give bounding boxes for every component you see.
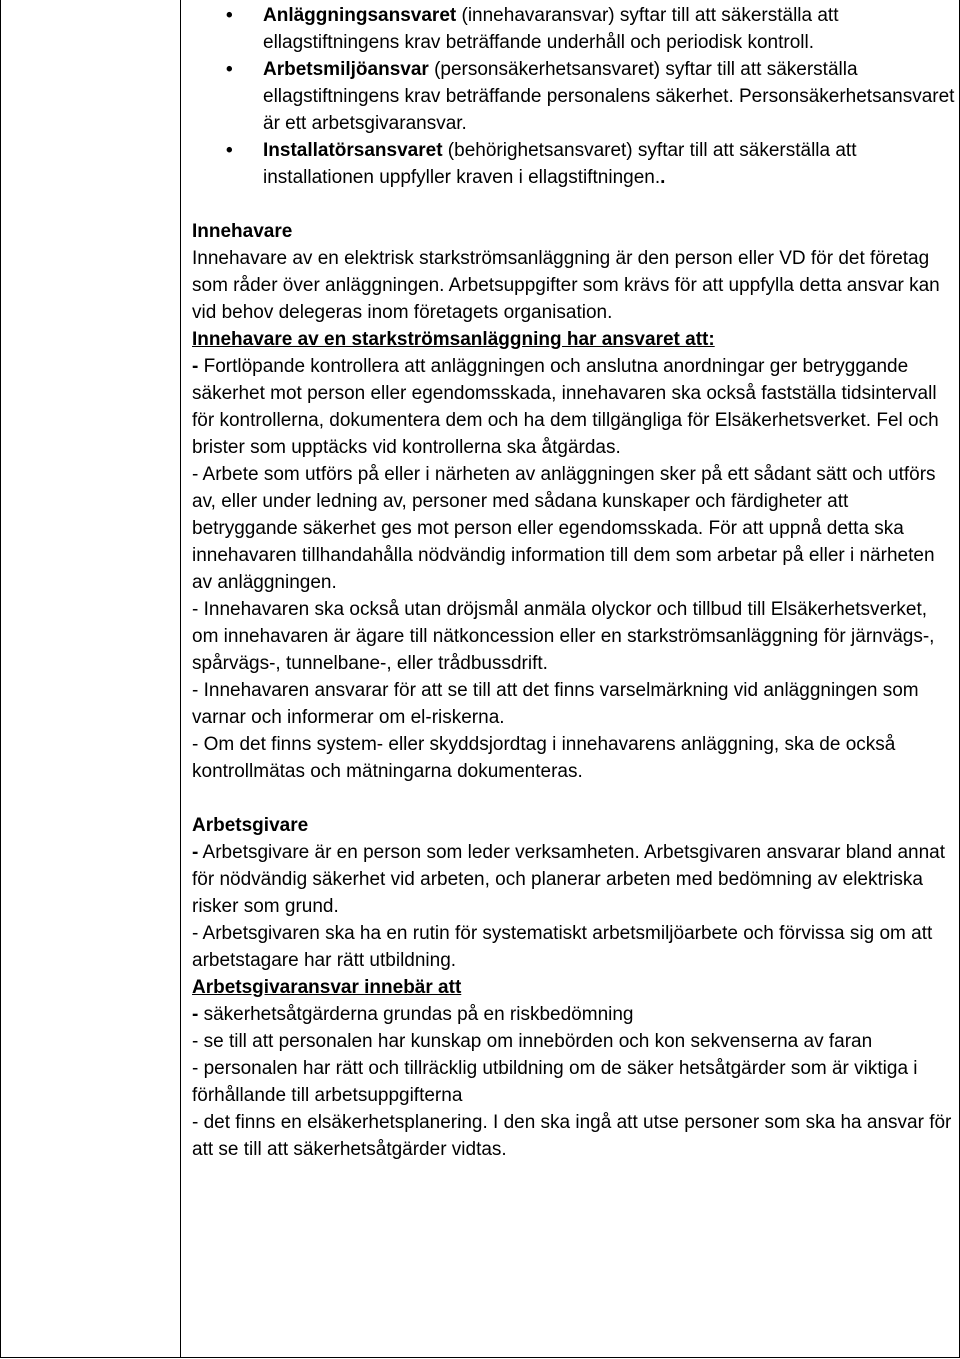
paragraph: [192, 1001, 952, 1028]
paragraph: - det finns en elsäkerhetsplanering. I den ska ingå att utse personer som ska ha ansvar för att se till att säkerhetsåtgärder vidtas.: [192, 1112, 952, 1160]
spacer: [192, 785, 952, 812]
subheading: Innehavare av en starkströmsanläggning har ansvaret att:: [192, 329, 715, 350]
term: Installatörsansvaret: [263, 140, 443, 161]
bullet-icon: •: [226, 5, 233, 26]
spacer: [192, 191, 952, 218]
dash: -: [192, 1004, 199, 1025]
section-heading-innehavare: Innehavare: [192, 221, 293, 242]
term: Arbetsmiljöansvar: [263, 59, 429, 80]
paragraph: [192, 353, 952, 461]
paragraph: - se till att personalen har kunskap om innebörden och kon sekvenserna av faran: [192, 1031, 873, 1052]
paragraph-text: säkerhetsåtgärderna grundas på en riskbedömning: [198, 1004, 634, 1025]
term: Anläggningsansvaret: [263, 5, 457, 26]
left-column: [0, 0, 181, 1357]
list-item: [226, 2, 960, 56]
paragraph: - Arbetsgivaren ska ha en rutin för systematiskt arbetsmiljöarbete och förvissa sig om att arbetstagare har rätt utbildning.: [192, 923, 933, 971]
dash: -: [192, 842, 199, 863]
paragraph: Innehavare av en elektrisk starkströmsanläggning är den person eller VD för det företag som råder över anläggningen. Arbetsuppgifter som krävs för att uppfylla detta ansvar kan vid behov delegeras inom företagets organisation.: [192, 248, 940, 323]
term-description: (personsäkerhetsansvaret) syftar till att säkerställa ellagstiftningens krav beträffande personalens säkerhet. Personsäkerhetsansvaret är ett arbetsgivaransvar.: [263, 59, 955, 134]
paragraph-text: Arbetsgivare är en person som leder verksamheten. Arbetsgivaren ansvarar bland annat för nödvändig säkerhet vid arbeten, och planerar arbeten med bedömning av elektriska risker som grund.: [192, 842, 946, 917]
paragraph-text: Fortlöpande kontrollera att anläggningen och anslutna anordningar ger betryggande säkerhet mot person eller egendomsskada, innehavaren ska också fastställa tidsintervall för kontrollerna, dokumentera dem och ha dem tillgängliga för Elsäkerhetsverket. Fel och brister som upptäcks vid kontrollerna ska åtgärdas.: [192, 356, 939, 458]
paragraph: [192, 839, 952, 920]
paragraph: - Arbete som utförs på eller i närheten av anläggningen sker på ett sådant sätt och utförs av, eller under ledning av, personer med sådana kunskaper och färdigheter att betryggande säkerhet ges mot person eller egendomsskada. För att uppnå detta ska innehavaren tillhandahålla nödvändig information till dem som arbetar på eller i närheten av anläggningen.: [192, 464, 936, 593]
dash: -: [192, 356, 199, 377]
bullet-icon: •: [226, 59, 233, 80]
section-heading-arbetsgivare: Arbetsgivare: [192, 815, 309, 836]
bullet-icon: •: [226, 140, 233, 161]
content-column: [192, 2, 955, 1163]
responsibility-list: [226, 2, 960, 191]
subheading: Arbetsgivaransvar innebär att: [192, 977, 462, 998]
paragraph: - Innehavaren ska också utan dröjsmål anmäla olyckor och tillbud till Elsäkerhetsverket, om innehavaren är ägare till nätkoncession eller en starkströmsanläggning för järnvägs-, spårvägs-, tunnelbane-, eller trådbussdrift.: [192, 599, 935, 674]
paragraph: - Innehavaren ansvarar för att se till att det finns varselmärkning vid anläggningen som varnar och informerar om el-riskerna.: [192, 680, 919, 728]
term-description: (innehavaransvar) syftar till att säkerställa att ellagstiftningens krav beträffande underhåll och periodisk kontroll.: [263, 5, 839, 53]
list-item: [226, 137, 960, 191]
paragraph: - Om det finns system- eller skyddsjordtag i innehavarens anläggning, ska de också kontrollmätas och mätningarna dokumenteras.: [192, 734, 896, 782]
trailing-period: .: [660, 167, 666, 188]
list-item: [226, 56, 960, 137]
paragraph: - personalen har rätt och tillräcklig utbildning om de säker hetsåtgärder som är viktiga i förhållande till arbetsuppgifterna: [192, 1058, 918, 1106]
term-description: (behörighetsansvaret) syftar till att säkerställa att installationen uppfyller kraven i ellagstiftningen.: [263, 140, 857, 188]
